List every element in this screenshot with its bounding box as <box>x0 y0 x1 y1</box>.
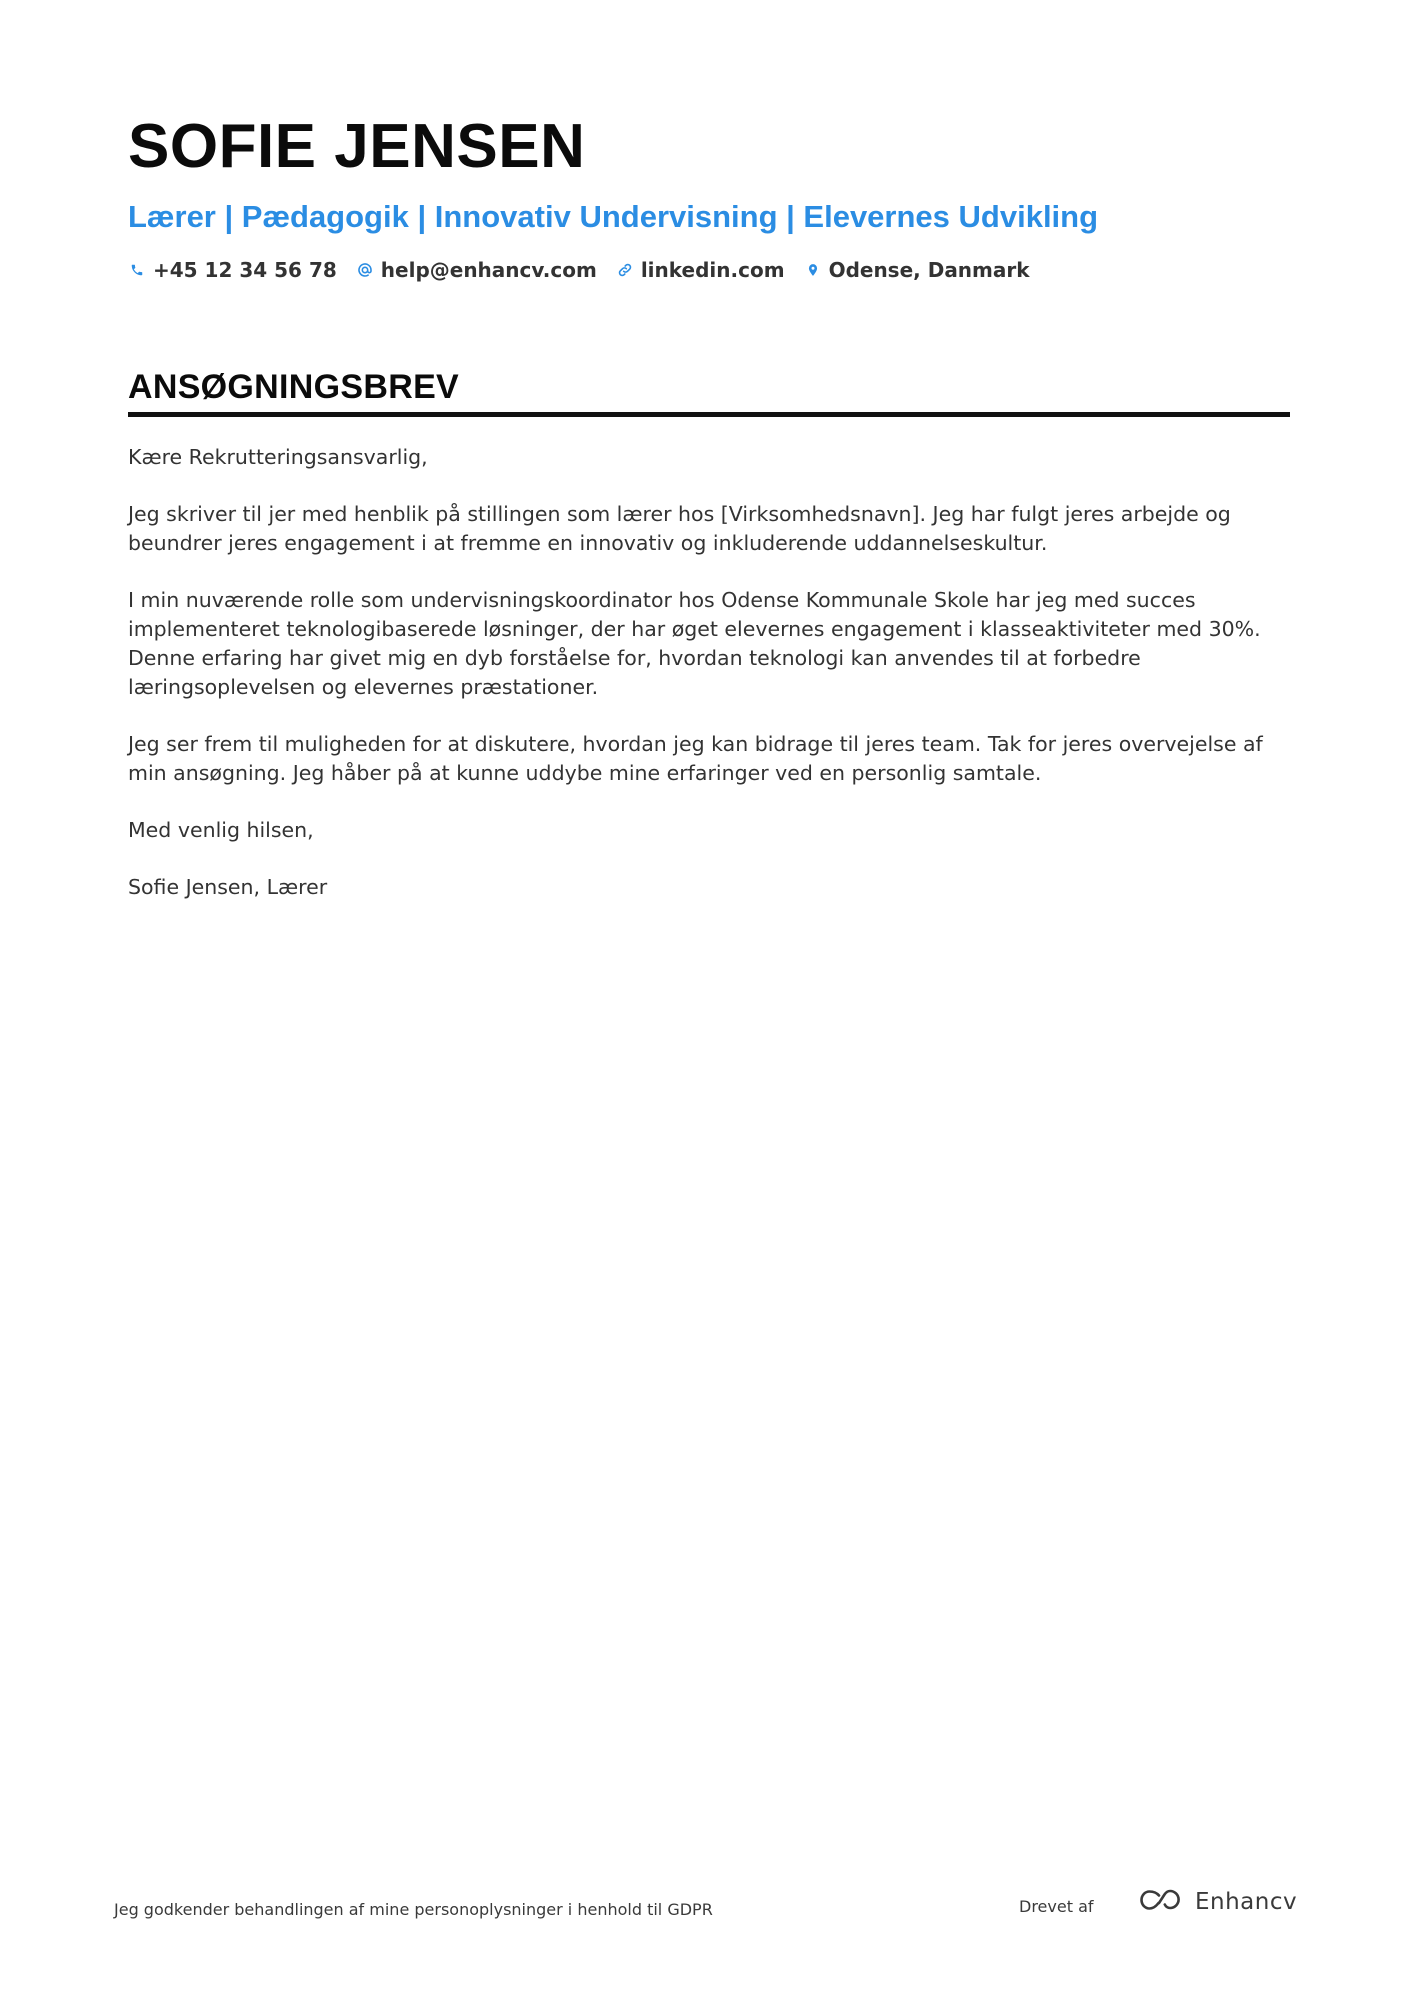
enhancv-brand[interactable] <box>1139 1888 1297 1916</box>
cover-letter-section <box>128 366 1290 930</box>
contact-bar <box>128 258 1288 282</box>
gdpr-consent-text: Jeg godkender behandlingen af mine personoplysninger i henhold til GDPR <box>114 1900 713 1919</box>
section-divider <box>128 412 1290 417</box>
contact-linkedin[interactable] <box>616 258 785 282</box>
contact-location-text: Odense, Danmark <box>828 258 1030 282</box>
location-pin-icon <box>804 261 822 279</box>
at-icon <box>356 261 374 279</box>
section-title: ANSØGNINGSBREV <box>128 368 460 406</box>
enhancv-brand-text: Enhancv <box>1195 1889 1298 1915</box>
contact-email-text: help@enhancv.com <box>380 258 597 282</box>
letter-signature: Sofie Jensen, Lærer <box>128 875 328 899</box>
contact-location <box>804 258 1030 282</box>
phone-icon <box>128 261 146 279</box>
letter-paragraph-intro: Jeg skriver til jer med henblik på stillingen som lærer hos [Virksomhedsnavn]. Jeg har fulgt jeres arbejde og beundrer jeres engagement i at fremme en innovativ og inkluderende uddannelseskultur. <box>128 502 1231 555</box>
applicant-name: SOFIE JENSEN <box>128 112 586 181</box>
page-footer <box>114 1888 1298 1928</box>
letter-paragraph-closing: Jeg ser frem til muligheden for at diskutere, hvordan jeg kan bidrage til jeres team. Tak for jeres overvejelse af min ansøgning. Jeg håber på at kunne uddybe mine erfaringer ved en personlig samtale. <box>128 732 1263 785</box>
contact-phone[interactable] <box>128 258 337 282</box>
letter-paragraph-experience: I min nuværende rolle som undervisningskoordinator hos Odense Kommunale Skole har jeg med succes implementeret teknologibaserede løsninger, der har øget elevernes engagement i klasseaktiviteter med 30%. Denne erfaring har givet mig en dyb forståelse for, hvordan teknologi kan anvendes til at forbedre læringsoplevelsen og elevernes præstationer. <box>128 588 1261 699</box>
enhancv-logo-icon <box>1139 1888 1185 1916</box>
contact-linkedin-text: linkedin.com <box>640 258 785 282</box>
link-icon <box>616 261 634 279</box>
powered-by-label: Drevet af <box>1019 1897 1094 1916</box>
letter-sign-off: Med venlig hilsen, <box>128 818 314 842</box>
letter-greeting: Kære Rekrutteringsansvarlig, <box>128 445 428 469</box>
contact-email[interactable] <box>356 258 597 282</box>
contact-phone-text: +45 12 34 56 78 <box>153 258 337 282</box>
resume-header <box>128 112 1288 282</box>
applicant-headline: Lærer | Pædagogik | Innovativ Undervisning | Elevernes Udvikling <box>128 199 1099 234</box>
letter-body <box>128 443 1278 902</box>
